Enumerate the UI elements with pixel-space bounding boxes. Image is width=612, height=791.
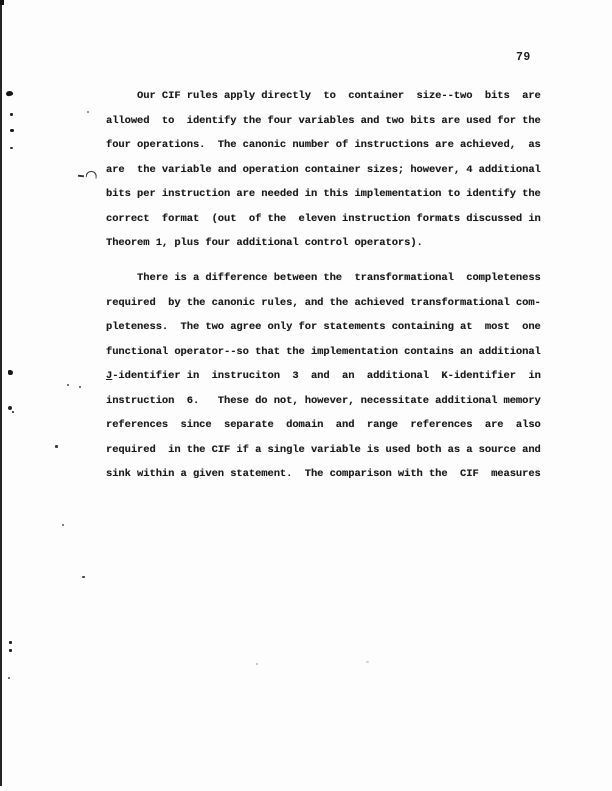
text-line: instruction 6. These do not, however, necessitate additional memory [106, 394, 541, 407]
scan-speck [62, 524, 64, 526]
scan-speck [6, 90, 14, 96]
scan-speck [67, 384, 69, 386]
page-number: 79 [516, 51, 531, 64]
body-text [106, 84, 576, 487]
scan-speck [82, 576, 85, 578]
text-line: correct format (out of the eleven instruction formats discussed in [106, 212, 541, 225]
handwritten-margin-mark [78, 169, 98, 179]
text-line: sink within a given statement. The comparison with the CIF measures [106, 468, 541, 480]
text-line: pleteness. The two agree only for statements containing at most one [106, 321, 541, 333]
text-line: four operations. The canonic number of instructions are achieved, as [106, 139, 541, 151]
scan-speck [9, 641, 12, 644]
paragraph-1 [106, 84, 576, 256]
scan-speck [12, 411, 14, 413]
scan-speck [8, 406, 12, 410]
scan-speck [55, 445, 58, 448]
mark-arc [86, 170, 98, 178]
scan-speck [8, 677, 10, 679]
text-line: functional operator--so that the implementation contains an additional [106, 345, 541, 358]
scan-speck [366, 661, 369, 663]
text-line: Our CIF rules apply directly to container size--two bits are [106, 90, 541, 102]
scan-speck [87, 111, 89, 113]
text-line: Theorem 1, plus four additional control operators). [106, 237, 423, 249]
text-line: allowed to identify the four variables and two bits are used for the [106, 114, 541, 127]
text-line: required by the canonic rules, and the achieved transformational com- [106, 296, 541, 309]
text-line: references since separate domain and range references are also [106, 419, 541, 431]
scan-speck [10, 147, 13, 149]
text-line-underlined-j: J-identifier in instruciton 3 and an additional K-identifier in [106, 370, 541, 382]
mark-dash [78, 175, 84, 177]
scan-speck [8, 370, 13, 375]
scan-speck [79, 386, 81, 388]
paragraph-2 [106, 266, 576, 487]
text-line: bits per instruction are needed in this implementation to identify the [106, 188, 541, 200]
text-line: required in the CIF if a single variable is used both as a source and [106, 443, 541, 456]
scan-corner-blob [0, 0, 4, 5]
text-line: There is a difference between the transformational completeness [106, 272, 541, 284]
scan-speck [10, 129, 14, 132]
text-line: are the variable and operation container sizes; however, 4 additional [106, 163, 541, 176]
scan-speck [256, 663, 258, 665]
scan-edge-line [0, 0, 2, 786]
scan-speck [9, 649, 12, 652]
scan-speck [10, 113, 13, 116]
